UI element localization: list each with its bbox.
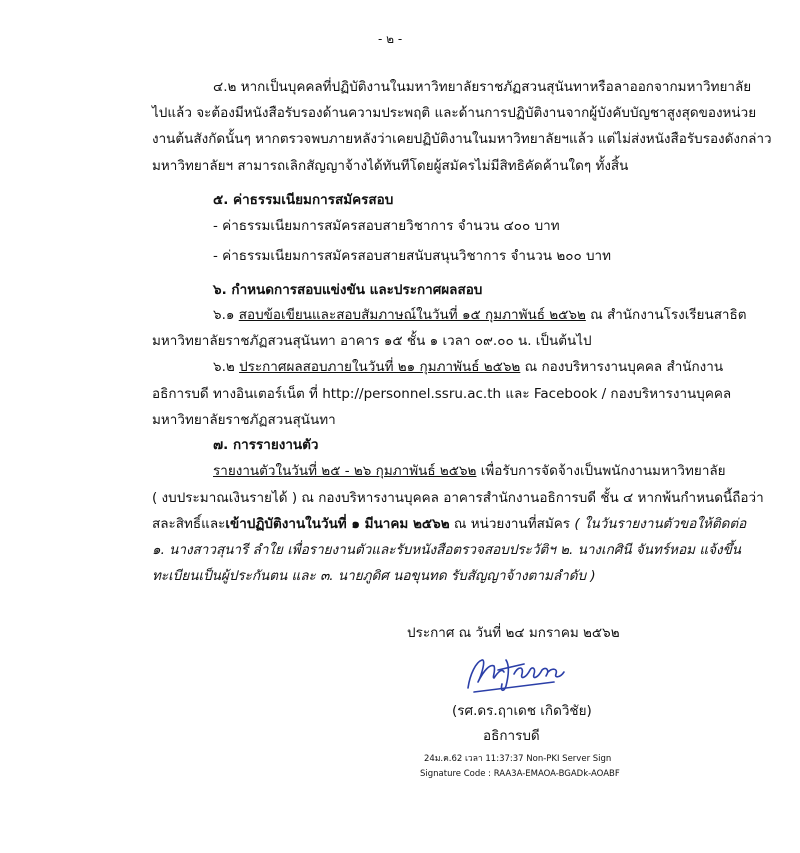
section-7-line-2: ( งบประมาณเงินรายได้ ) ณ กองบริหารงานบุคคล อาคารสำนักงานอธิการบดี ชั้น ๔ หากพ้นกำหนดนี้ถือว่า [152, 490, 764, 506]
contact-note-start: ( ในวันรายงานตัวขอให้ติดต่อ [574, 516, 747, 532]
section-4-line-3: งานต้นสังกัดนั้นๆ หากตรวจพบภายหลังว่าเคยปฏิบัติงานในมหาวิทยาลัยฯแล้ว แต่ไม่ส่งหนังสือรับรองดังกล่าว [152, 131, 772, 147]
result-location: ณ กองบริหารงานบุคคล สำนักงาน [524, 359, 724, 375]
section-5-fee-support: - ค่าธรรมเนียมการสมัครสอบสายสนับสนุนวิชาการ จำนวน ๒๐๐ บาท [213, 248, 612, 264]
signer-position: อธิการบดี [483, 728, 540, 744]
section-6-item-2-number: ๖.๒ [213, 359, 235, 375]
section-4-line-4: มหาวิทยาลัยฯ สามารถเลิกสัญญาจ้างได้ทันทีโดยผู้สมัครไม่มีสิทธิคัดค้านใดๆ ทั้งสิ้น [152, 158, 629, 174]
section-6-item-2-line-3: มหาวิทยาลัยราชภัฏสวนสุนันทา [152, 412, 336, 428]
section-5-fee-academic: - ค่าธรรมเนียมการสมัครสอบสายวิชาการ จำนวน ๔๐๐ บาท [213, 218, 560, 234]
forfeit-text: สละสิทธิ์และ [152, 516, 226, 532]
signer-name: (รศ.ดร.ฤาเดช เกิดวิชัย) [452, 703, 592, 719]
announcement-date: ประกาศ ณ วันที่ ๒๔ มกราคม ๒๕๖๒ [407, 625, 620, 641]
section-6-item-1-line-1 [213, 306, 747, 324]
section-7-line-5: ทะเบียนเป็นผู้ประกันตน และ ๓. นายภูดิศ นอขุนทด รับสัญญาจ้างตามลำดับ ) [152, 568, 596, 584]
work-location: ณ หน่วยงานที่สมัคร [453, 516, 571, 532]
e-signature-code: Signature Code : RAA3A-EMAOA-BGADk-AOABF [420, 769, 620, 779]
section-6-item-1-number: ๖.๑ [213, 307, 235, 323]
section-6-heading: ๖. กำหนดการสอบแข่งขัน และประกาศผลสอบ [213, 282, 483, 298]
section-4-line-2: ไปแล้ว จะต้องมีหนังสือรับรองด้านความประพฤติ และด้านการปฏิบัติงานจากผู้บังคับบัญชาสูงสุดของหน่วย [152, 105, 757, 121]
report-date: รายงานตัวในวันที่ ๒๕ - ๒๖ กุมภาพันธ์ ๒๕๖๒ [213, 463, 477, 479]
section-7-line-4: ๑. นางสาวสุนารี ลำใย เพื่อรายงานตัวและรับหนังสือตรวจสอบประวัติฯ ๒. นางเกศินี จันทร์หอม แจ้งขึ้น [152, 542, 742, 558]
exam-location: ณ สำนักงานโรงเรียนสาธิต [590, 307, 747, 323]
section-4-line-1: ๔.๒ หากเป็นบุคคลที่ปฏิบัติงานในมหาวิทยาลัยราชภัฏสวนสุนันทาหรือลาออกจากมหาวิทยาลัย [213, 79, 752, 95]
result-date: ประกาศผลสอบภายในวันที่ ๒๑ กุมภาพันธ์ ๒๕๖๒ [239, 359, 521, 375]
page-number: - ๒ - [378, 32, 403, 46]
section-6-item-2-line-1 [213, 358, 723, 376]
e-signature-timestamp: 24ม.ค.62 เวลา 11:37:37 Non-PKI Server Sign [424, 754, 612, 764]
section-7-heading: ๗. การรายงานตัว [213, 437, 319, 453]
section-7-line-1 [213, 462, 726, 480]
report-purpose: เพื่อรับการจัดจ้างเป็นพนักงานมหาวิทยาลัย [480, 463, 726, 479]
section-7-line-3 [152, 515, 746, 533]
section-5-heading: ๕. ค่าธรรมเนียมการสมัครสอบ [213, 192, 394, 208]
start-work-date: เข้าปฏิบัติงานในวันที่ ๑ มีนาคม ๒๕๖๒ [225, 516, 450, 532]
section-6-item-2-line-2: อธิการบดี ทางอินเตอร์เน็ต ที่ http://personnel.ssru.ac.th และ Facebook / กองบริหารงานบุคคล [152, 386, 732, 402]
handwritten-signature [462, 648, 572, 698]
exam-date: สอบข้อเขียนและสอบสัมภาษณ์ในวันที่ ๑๕ กุมภาพันธ์ ๒๕๖๒ [238, 307, 586, 323]
section-6-item-1-line-2: มหาวิทยาลัยราชภัฏสวนสุนันทา อาคาร ๑๕ ชั้น ๑ เวลา ๐๙.๐๐ น. เป็นต้นไป [152, 333, 592, 349]
